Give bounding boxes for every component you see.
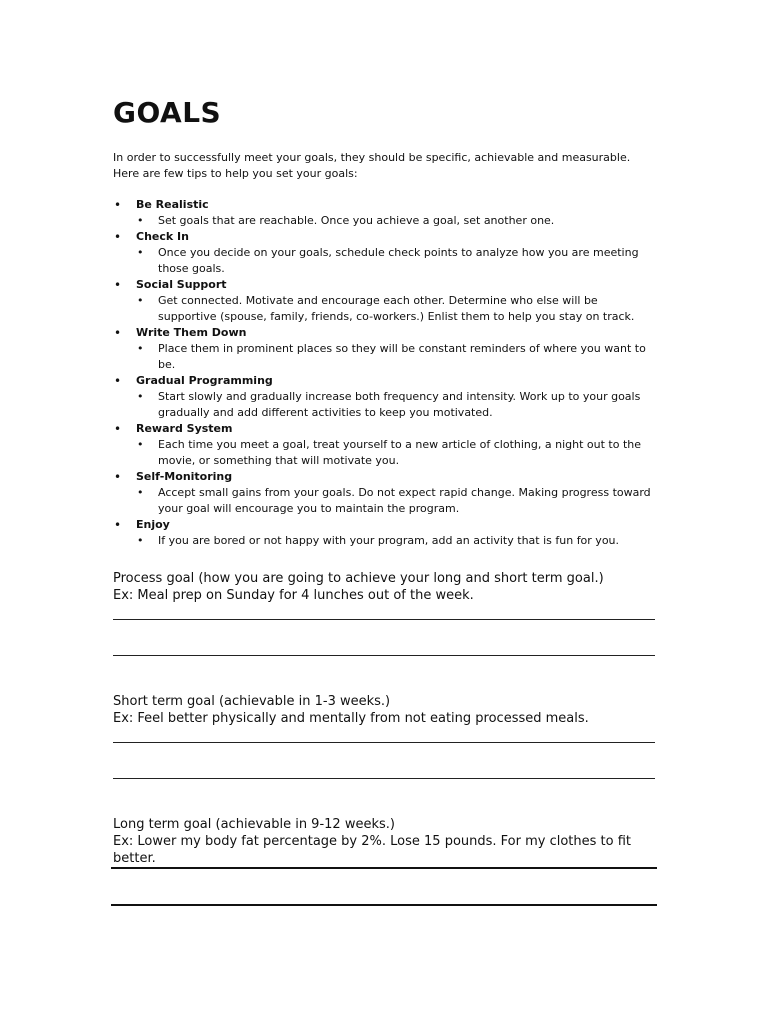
tip-heading: • Check In	[136, 230, 189, 243]
long-term-goal-section	[113, 816, 658, 867]
tip-item	[113, 517, 658, 549]
tip-detail: • Place them in prominent places so they will be constant reminders of where you want to be.	[136, 341, 658, 373]
short-term-goal-label: Short term goal (achievable in 1-3 weeks.)	[113, 694, 391, 709]
short-term-goal-section	[113, 693, 658, 727]
tip-heading: • Self-Monitoring	[136, 470, 233, 483]
tip-detail: • Once you decide on your goals, schedule check points to analyze how you are meeting those goals.	[136, 245, 658, 277]
long-term-goal-label: Long term goal (achievable in 9-12 weeks.)	[113, 817, 395, 832]
intro-paragraph: In order to successfully meet your goals, they should be specific, achievable and measurable. Here are few tips to help you set your goals:	[113, 151, 631, 180]
long-term-goal-answer-line[interactable]	[111, 904, 657, 906]
process-goal-answer-line[interactable]	[113, 655, 655, 656]
process-goal-label: Process goal (how you are going to achieve your long and short term goal.)	[113, 571, 604, 586]
tip-heading: • Be Realistic	[136, 198, 209, 211]
short-term-goal-answer-line[interactable]	[113, 742, 655, 743]
page-title: GOALS	[113, 96, 222, 129]
tip-detail: • Start slowly and gradually increase both frequency and intensity. Work up to your goals gradually and add different activities to keep you motivated.	[136, 389, 658, 421]
tip-item	[113, 229, 658, 277]
tip-detail: • If you are bored or not happy with your program, add an activity that is fun for you.	[136, 533, 658, 549]
process-goal-section	[113, 570, 658, 604]
tip-item	[113, 277, 658, 325]
process-goal-answer-line[interactable]	[113, 619, 655, 620]
tip-heading: • Social Support	[136, 278, 227, 291]
tip-heading: • Gradual Programming	[136, 374, 273, 387]
tip-detail: • Set goals that are reachable. Once you achieve a goal, set another one.	[136, 213, 658, 229]
tip-heading: • Write Them Down	[136, 326, 247, 339]
tip-detail: • Get connected. Motivate and encourage each other. Determine who else will be supportive (spouse, family, friends, co-workers.) Enlist them to help you stay on track.	[136, 293, 658, 325]
tip-item	[113, 325, 658, 373]
short-term-goal-example: Ex: Feel better physically and mentally from not eating processed meals.	[113, 711, 589, 726]
tip-item	[113, 421, 658, 469]
tip-item	[113, 373, 658, 421]
tip-item	[113, 197, 658, 229]
tip-item	[113, 469, 658, 517]
tip-heading: • Reward System	[136, 422, 233, 435]
tips-list	[113, 197, 658, 549]
short-term-goal-answer-line[interactable]	[113, 778, 655, 779]
tip-heading: • Enjoy	[136, 518, 170, 531]
tip-detail: • Accept small gains from your goals. Do not expect rapid change. Making progress toward your goal will encourage you to maintain the program.	[136, 485, 658, 517]
tip-detail: • Each time you meet a goal, treat yourself to a new article of clothing, a night out to the movie, or something that will motivate you.	[136, 437, 658, 469]
process-goal-example: Ex: Meal prep on Sunday for 4 lunches out of the week.	[113, 588, 474, 603]
long-term-goal-example: Ex: Lower my body fat percentage by 2%. Lose 15 pounds. For my clothes to fit better.	[113, 834, 632, 866]
long-term-goal-answer-line[interactable]	[111, 867, 657, 869]
